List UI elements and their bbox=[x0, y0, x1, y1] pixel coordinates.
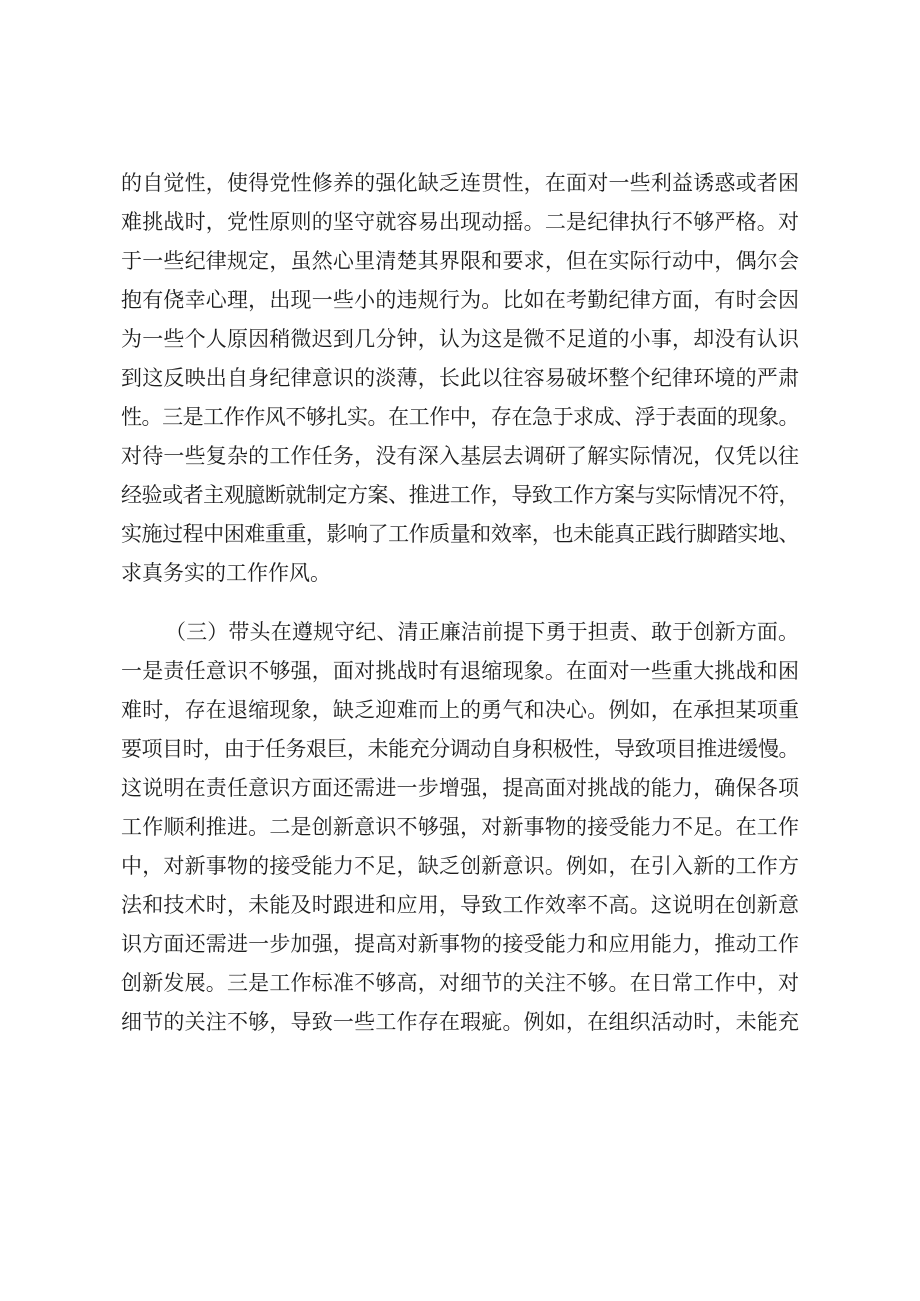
text-line: 难挑战时，党性原则的坚守就容易出现动摇。二是纪律执行不够严格。对 bbox=[121, 210, 799, 234]
text-line: 于一些纪律规定，虽然心里清楚其界限和要求，但在实际行动中，偶尔会 bbox=[121, 249, 799, 273]
text-line: 对待一些复杂的工作任务，没有深入基层去调研了解实际情况，仅凭以往 bbox=[121, 444, 799, 468]
text-line: 为一些个人原因稍微迟到几分钟，认为这是微不足道的小事，却没有认识 bbox=[121, 327, 799, 351]
text-line: 细节的关注不够，导致一些工作存在瑕疵。例如，在组织活动时，未能充 bbox=[121, 1010, 799, 1034]
text-line: 抱有侥幸心理，出现一些小的违规行为。比如在考勤纪律方面，有时会因 bbox=[121, 288, 799, 312]
text-line: 到这反映出自身纪律意识的淡薄，长此以往容易破坏整个纪律环境的严肃 bbox=[121, 366, 799, 390]
section-heading: （三）带头在遵规守纪、清正廉洁前提下勇于担责、敢于创新方面。 bbox=[165, 620, 799, 644]
text-line: 求真务实的工作作风。 bbox=[121, 561, 331, 585]
text-line: 难时，存在退缩现象，缺乏迎难而上的勇气和决心。例如，在承担某项重 bbox=[121, 698, 799, 722]
text-line: 性。三是工作作风不够扎实。在工作中，存在急于求成、浮于表面的现象。 bbox=[121, 405, 799, 429]
text-line: 这说明在责任意识方面还需进一步增强，提高面对挑战的能力，确保各项 bbox=[121, 776, 799, 800]
text-line: 法和技术时，未能及时跟进和应用，导致工作效率不高。这说明在创新意 bbox=[121, 893, 799, 917]
text-line: 实施过程中困难重重，影响了工作质量和效率，也未能真正践行脚踏实地、 bbox=[121, 522, 799, 546]
text-line: 一是责任意识不够强，面对挑战时有退缩现象。在面对一些重大挑战和困 bbox=[121, 659, 799, 683]
text-line: 工作顺利推进。二是创新意识不够强，对新事物的接受能力不足。在工作 bbox=[121, 815, 799, 839]
text-line: 创新发展。三是工作标准不够高，对细节的关注不够。在日常工作中，对 bbox=[121, 971, 799, 995]
text-line: 的自觉性，使得党性修养的强化缺乏连贯性，在面对一些利益诱惑或者困 bbox=[121, 171, 799, 195]
text-line: 经验或者主观臆断就制定方案、推进工作，导致工作方案与实际情况不符， bbox=[121, 483, 799, 507]
text-line: 识方面还需进一步加强，提高对新事物的接受能力和应用能力，推动工作 bbox=[121, 932, 799, 956]
text-line: 要项目时，由于任务艰巨，未能充分调动自身积极性，导致项目推进缓慢。 bbox=[121, 737, 799, 761]
text-line: 中，对新事物的接受能力不足，缺乏创新意识。例如，在引入新的工作方 bbox=[121, 854, 799, 878]
